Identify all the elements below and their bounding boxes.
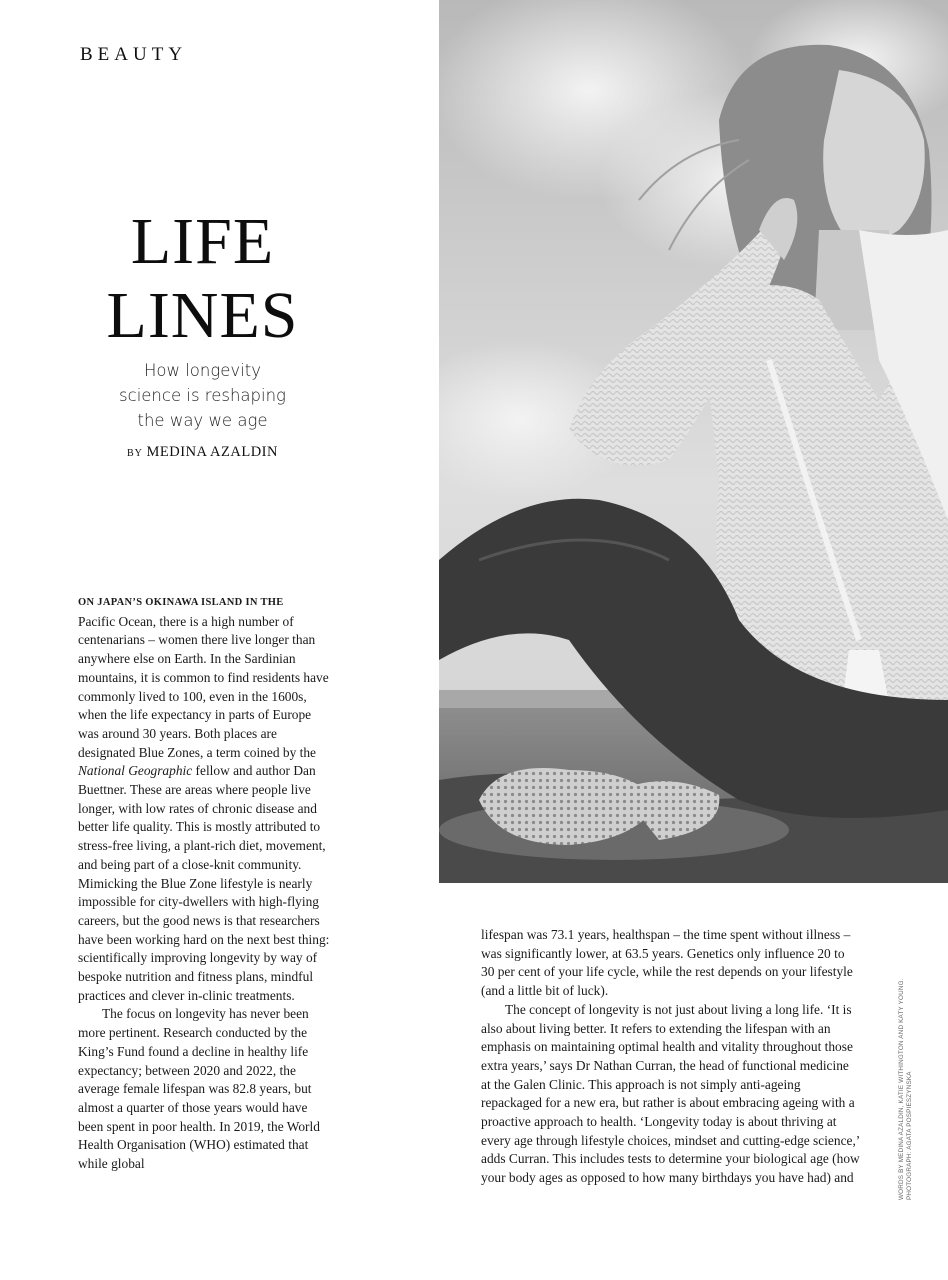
lead-in: ON JAPAN’S OKINAWA ISLAND IN THE bbox=[78, 597, 284, 608]
body-paragraph: The concept of longevity is not just about living a long life. ‘It is also about living better. It refers to extending the lifespan with an emphasis on maintaining optimal health and vitality throughout those extra years,’ says Dr Nathan Curran, the head of functional medicine at the Galen Clinic. This approach is not simply anti-ageing repackaged for a new era, but rather is about embracing ageing with a proactive approach to health. ‘Longevity today is about thriving at every age through lifestyle choices, mindset and cutting-edge science,’ adds Curran. This includes tests to determine your biological age (how your body ages as opposed to how many birthdays you have had) and bbox=[481, 1001, 860, 1186]
body-text: Pacific Ocean, there is a high number of centenarians – women there live longer than anywhere else on Earth. In the Sardinian mountains, it is common to find residents have commonly lived to 100, even in the 1600s, when the life expectancy in parts of Europe was around 30 years. Both places are designated Blue Zones, a term coined by the bbox=[78, 613, 329, 760]
credit-line: WORDS BY MEDINA AZALDIN, KATIE WITHINGTON AND KATY YOUNG. bbox=[898, 978, 905, 1200]
body-column-left bbox=[78, 592, 330, 1174]
body-paragraph: The focus on longevity has never been more pertinent. Research conducted by the King’s Fund found a decline in healthy life expectancy; between 2020 and 2022, the average female lifespan was 82.8 years, but almost a quarter of those years would have been spent in poor health. In 2019, the World Health Organisation (WHO) estimated that while global bbox=[78, 1006, 320, 1172]
body-text: fellow and author Dan Buettner. These are areas where people live longer, with low rates of chronic disease and better life quality. This is mostly attributed to stress-free living, a plant-rich diet, movement, and being part of a close-knit community. Mimicking the Blue Zone lifestyle is nearly impossible for city-dwellers with high-flying careers, but the good news is that researchers have been working hard on the next best thing: scientifically improving longevity by way of bespoke nutrition and fitness plans, mindful practices and clever in-clinic treatments. bbox=[78, 763, 330, 1003]
byline-author: MEDINA AZALDIN bbox=[146, 444, 278, 460]
section-label: BEAUTY bbox=[80, 44, 188, 65]
photo-credits bbox=[898, 940, 914, 1200]
headline-line: LIFE bbox=[130, 205, 275, 278]
byline bbox=[60, 444, 345, 461]
headline bbox=[60, 205, 345, 353]
credit-line: PHOTOGRAPH: AGATA POSPIESZYNSKA bbox=[906, 1071, 913, 1200]
byline-prefix: BY bbox=[127, 448, 143, 459]
body-paragraph: lifespan was 73.1 years, healthspan – the time spent without illness – was significantly lower, at 63.5 years. Genetics only influence 20 to 30 per cent of your life cycle, while the rest depends on your lifestyle (and a little bit of luck). bbox=[481, 927, 853, 999]
body-paragraph bbox=[78, 592, 330, 1005]
standfirst bbox=[60, 358, 345, 433]
standfirst-line: science is reshaping bbox=[119, 386, 286, 405]
publication-name: National Geographic bbox=[78, 763, 193, 779]
headline-line: LINES bbox=[106, 279, 299, 352]
standfirst-line: the way we age bbox=[137, 411, 268, 430]
body-column-right bbox=[481, 926, 861, 1188]
hero-photograph bbox=[439, 0, 948, 883]
standfirst-line: How longevity bbox=[143, 361, 261, 380]
